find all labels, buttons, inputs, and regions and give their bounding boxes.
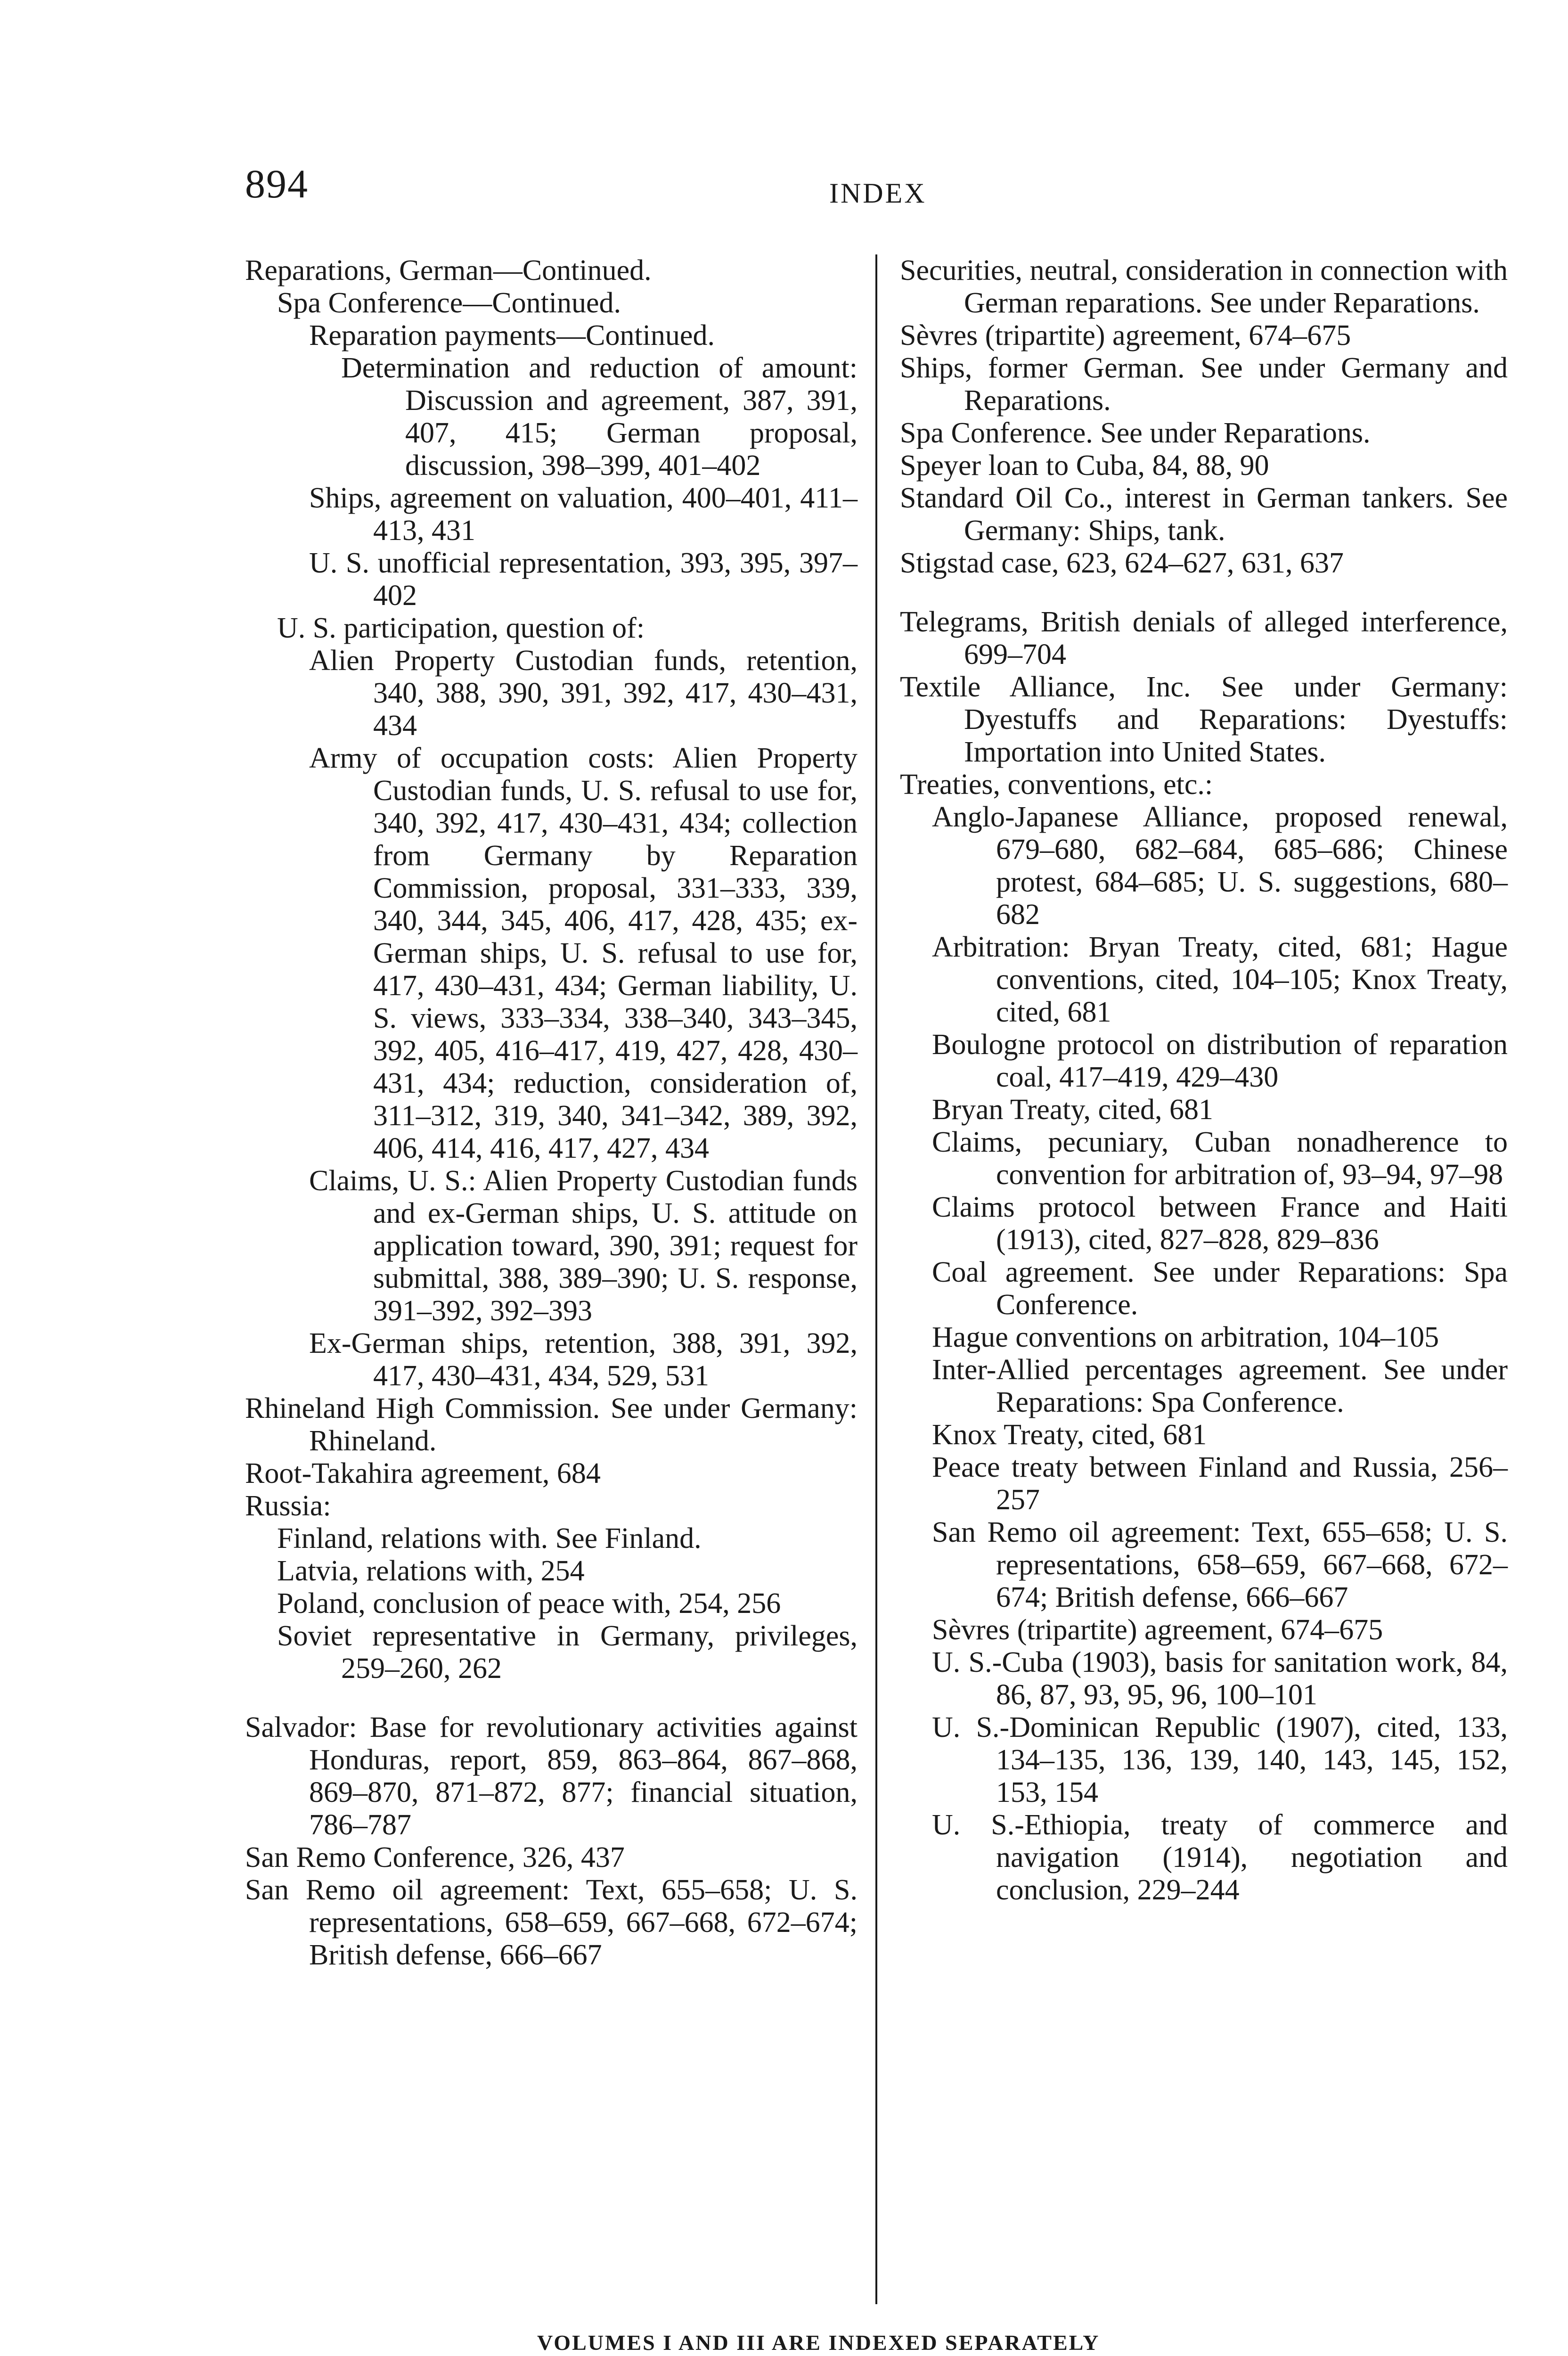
index-entry: Sèvres (tripartite) agreement, 674–675: [932, 1614, 1383, 1646]
index-entry: U. S.-Ethiopia, treaty of commerce and navigation (1914), negotiation and conclusion, 229–244: [932, 1809, 1508, 1906]
index-entry: Determination and reduction of amount: Discussion and agreement, 387, 391, 407, 415; German proposal, discussion, 398–399, 401–402: [341, 352, 858, 482]
index-entry: U. S. participation, question of:: [277, 612, 645, 644]
index-entry: Knox Treaty, cited, 681: [932, 1419, 1207, 1451]
index-entry: Textile Alliance, Inc. See under Germany: Dyestuffs and Reparations: Dyestuffs: Importation into United States.: [900, 671, 1508, 768]
index-entry: Anglo-Japanese Alliance, proposed renewal, 679–680, 682–684, 685–686; Chinese protest, 684–685; U. S. suggestions, 680–682: [932, 801, 1508, 931]
index-entry: Poland, conclusion of peace with, 254, 256: [277, 1587, 781, 1620]
index-column-right: [900, 254, 1508, 1906]
index-entry: Treaties, conventions, etc.:: [900, 769, 1213, 801]
index-entry: Spa Conference. See under Reparations.: [900, 417, 1371, 449]
index-entry: Sèvres (tripartite) agreement, 674–675: [900, 319, 1351, 352]
running-head: INDEX: [829, 178, 927, 209]
index-entry: Finland, relations with. See Finland.: [277, 1522, 702, 1554]
index-entry: U. S. unofficial representation, 393, 395, 397–402: [309, 547, 858, 612]
index-entry: San Remo oil agreement: Text, 655–658; U. S. representations, 658–659, 667–668, 672–674; British defense, 666–667: [245, 1874, 858, 1971]
index-entry: Claims, pecuniary, Cuban nonadherence to convention for arbitration of, 93–94, 97–98: [932, 1126, 1508, 1191]
index-entry: Speyer loan to Cuba, 84, 88, 90: [900, 450, 1269, 482]
index-entry: Inter-Allied percentages agreement. See under Reparations: Spa Conference.: [932, 1354, 1508, 1418]
index-entry: Salvador: Base for revolutionary activities against Honduras, report, 859, 863–864, 867–868, 869–870, 871–872, 877; financial situation, 786–787: [245, 1711, 858, 1841]
index-entry: Rhineland High Commission. See under Germany: Rhineland.: [245, 1392, 858, 1457]
index-entry: Peace treaty between Finland and Russia, 256–257: [932, 1451, 1508, 1516]
index-entry: Ships, agreement on valuation, 400–401, 411–413, 431: [309, 482, 858, 547]
index-entry: Latvia, relations with, 254: [277, 1555, 585, 1587]
page-footer: VOLUMES I AND III ARE INDEXED SEPARATELY: [537, 2331, 1100, 2355]
index-entry: Army of occupation costs: Alien Property Custodian funds, U. S. refusal to use for, 340, 392, 417, 430–431, 434; collection from Germany by Reparation Commission, proposal, 331–333, 339, 340, 344, 345, 406, 417, 428, 435; ex-German ships, U. S. refusal to use for, 417, 430–431, 434; German liability, U. S. views, 333–334, 338–340, 343–345, 392, 405, 416–417, 419, 427, 428, 430–431, 434; reduction, consideration of, 311–312, 319, 340, 341–342, 389, 392, 406, 414, 416, 417, 427, 434: [309, 742, 858, 1164]
index-entry: San Remo oil agreement: Text, 655–658; U. S. representations, 658–659, 667–668, 672–674; British defense, 666–667: [932, 1516, 1508, 1613]
index-entry: Ex-German ships, retention, 388, 391, 392, 417, 430–431, 434, 529, 531: [309, 1327, 858, 1392]
index-entry: Boulogne protocol on distribution of reparation coal, 417–419, 429–430: [932, 1029, 1508, 1093]
index-entry: Reparation payments—Continued.: [309, 319, 715, 352]
index-entry: Stigstad case, 623, 624–627, 631, 637: [900, 547, 1344, 579]
index-entry: Bryan Treaty, cited, 681: [932, 1094, 1213, 1126]
index-entry: Hague conventions on arbitration, 104–105: [932, 1321, 1439, 1353]
index-entry: Claims, U. S.: Alien Property Custodian funds and ex-German ships, U. S. attitude on application toward, 390, 391; request for submittal, 388, 389–390; U. S. response, 391–392, 392–393: [309, 1165, 858, 1327]
index-entry: Coal agreement. See under Reparations: Spa Conference.: [932, 1256, 1508, 1321]
index-entry: U. S.-Cuba (1903), basis for sanitation work, 84, 86, 87, 93, 95, 96, 100–101: [932, 1646, 1508, 1711]
index-column-left: [245, 254, 858, 1972]
index-entry: Arbitration: Bryan Treaty, cited, 681; Hague conventions, cited, 104–105; Knox Treaty, cited, 681: [932, 931, 1508, 1028]
index-entry: Spa Conference—Continued.: [277, 287, 621, 319]
index-entry: Root-Takahira agreement, 684: [245, 1457, 601, 1489]
index-entry: Securities, neutral, consideration in connection with German reparations. See under Reparations.: [900, 254, 1508, 319]
index-entry: Reparations, German—Continued.: [245, 254, 652, 286]
index-entry: Standard Oil Co., interest in German tankers. See Germany: Ships, tank.: [900, 482, 1508, 547]
index-entry: Soviet representative in Germany, privileges, 259–260, 262: [277, 1620, 858, 1685]
index-entry: San Remo Conference, 326, 437: [245, 1841, 625, 1873]
index-entry: U. S.-Dominican Republic (1907), cited, 133, 134–135, 136, 139, 140, 143, 145, 152, 153, 154: [932, 1711, 1508, 1808]
index-entry: Alien Property Custodian funds, retention, 340, 388, 390, 391, 392, 417, 430–431, 434: [309, 645, 858, 742]
index-entry: Russia:: [245, 1490, 331, 1522]
index-entry: Telegrams, British denials of alleged interference, 699–704: [900, 606, 1508, 671]
page-number: 894: [245, 161, 309, 206]
column-divider: [875, 254, 877, 2304]
index-entry: Claims protocol between France and Haiti (1913), cited, 827–828, 829–836: [932, 1191, 1508, 1256]
index-entry: Ships, former German. See under Germany and Reparations.: [900, 352, 1508, 417]
